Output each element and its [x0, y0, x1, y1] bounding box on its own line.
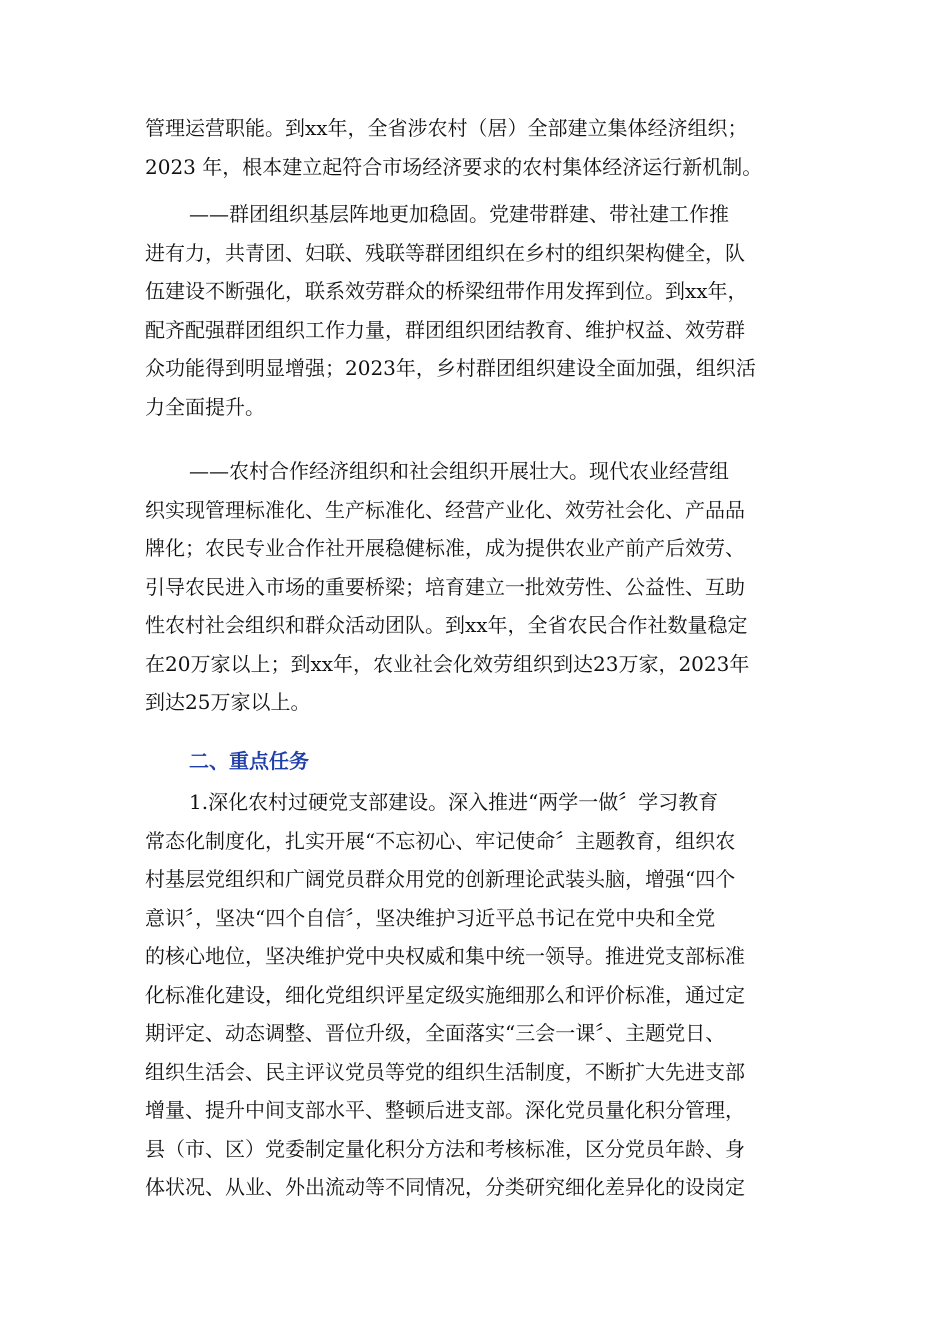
text-line: 增量、提升中间支部水平、整顿后进支部。深化党员量化积分管理， [145, 1098, 745, 1122]
text-line: 牌化；农民专业合作社开展稳健标准，成为提供农业产前产后效劳、 [145, 536, 745, 560]
text-line: 织实现管理标准化、生产标准化、经营产业化、效劳社会化、产品品 [145, 497, 745, 522]
text-line: ——群团组织基层阵地更加稳固。党建带群建、带社建工作推 [189, 202, 729, 226]
text-line: 常态化制度化，扎实开展“不忘初心、牢记使命〞主题教育，组织农 [145, 828, 736, 853]
paragraph-3 [145, 452, 805, 722]
text-line: 期评定、动态调整、晋位升级，全面落实“三会一课〞、主题党日、 [145, 1021, 726, 1045]
text-line: 进有力，共青团、妇联、残联等群团组织在乡村的组织架构健全，队 [145, 240, 745, 265]
paragraph-1 [145, 109, 805, 186]
text-line: 化标准化建设，细化党组织评星定级实施细那么和评价标准，通过定 [145, 982, 745, 1007]
text-line: 引导农民进入市场的重要桥梁；培育建立一批效劳性、公益性、互助 [145, 574, 745, 599]
text-line: 村基层党组织和广阔党员群众用党的创新理论武装头脑，增强“四个 [145, 867, 736, 891]
text-line: 众功能得到明显增强；2023年，乡村群团组织建设全面加强，组织活 [145, 356, 756, 380]
text-line: 的核心地位，坚决维护党中央权威和集中统一领导。推进党支部标准 [145, 944, 745, 968]
text-line: ——农村合作经济组织和社会组织开展壮大。现代农业经营组 [189, 459, 729, 483]
text-line: 组织生活会、民主评议党员等党的组织生活制度，不断扩大先进支部 [145, 1059, 745, 1084]
text-line: 性农村社会组织和群众活动团队。到xx年，全省农民合作社数量稳定 [145, 613, 748, 637]
text-line: 配齐配强群团组织工作力量，群团组织团结教育、维护权益、效劳群 [145, 317, 745, 342]
text-line: 伍建设不断强化，联系效劳群众的桥梁纽带作用发挥到位。到xx年， [145, 279, 748, 303]
text-line: 2023 年，根本建立起符合市场经济要求的农村集体经济运行新机制。 [145, 154, 763, 179]
paragraph-4 [145, 783, 805, 1207]
text-line: 力全面提升。 [145, 394, 265, 419]
text-line: 县（市、区）党委制定量化积分方法和考核标准，区分党员年龄、身 [145, 1136, 745, 1161]
text-line: 管理运营职能。到xx年，全省涉农村（居）全部建立集体经济组织； [145, 116, 748, 140]
section-heading: 二、重点任务 [189, 749, 309, 773]
text-line: 意识〞，坚决“四个自信〞，坚决维护习近平总书记在党中央和全党 [145, 905, 716, 930]
text-line: 到达25万家以上。 [145, 690, 311, 714]
text-line: 体状况、从业、外出流动等不同情况，分类研究细化差异化的设岗定 [145, 1175, 745, 1199]
text-line: 1.深化农村过硬党支部建设。深入推进“两学一做〞学习教育 [189, 790, 719, 814]
text-line: 在20万家以上；到xx年，农业社会化效劳组织到达23万家，2023年 [145, 651, 750, 676]
paragraph-2 [145, 195, 805, 426]
